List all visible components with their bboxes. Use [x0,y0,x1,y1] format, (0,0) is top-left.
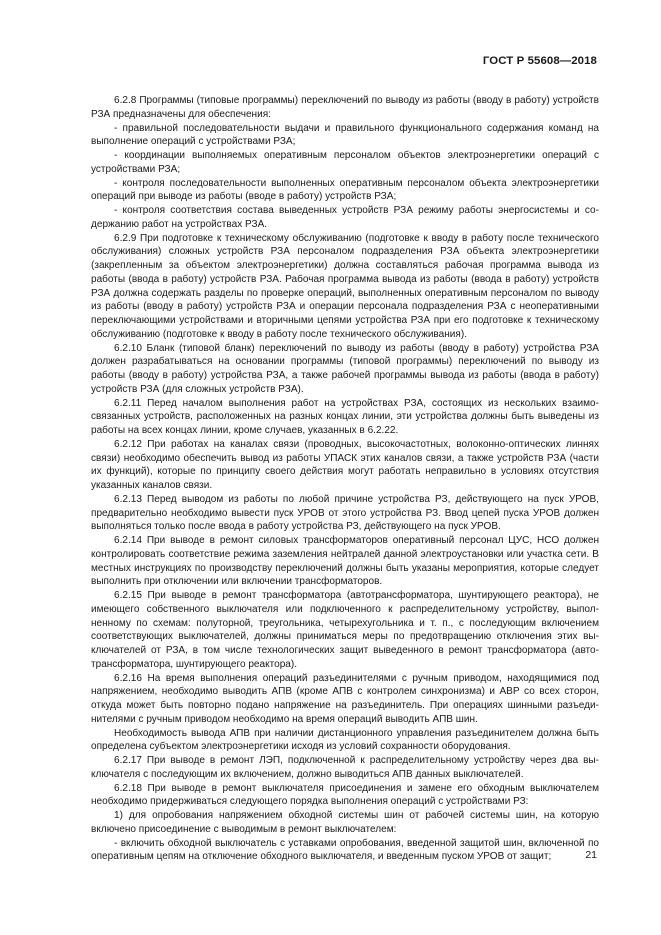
paragraph-6-2-16: 6.2.16 На время выполнения операций разъединителями с ручным приводом, находящимися под напряжением, необходимо выводить АПВ (кроме АПВ с контролем синхронизма) и АВР со всех сторон, откуда может быть повторно подано напряжение на разъединитель. При операциях шинными разъединителями с ручным приводом необходимо на время операций выводить АПВ шин. [91,672,599,725]
paragraph-6-2-10: 6.2.10 Бланк (типовой бланк) переключений по выводу из работы (вводу в работу) устройства РЗА должен разрабатываться на основании программы (типовой программы) переключений по выводу из работы (вводу в работу) устройства РЗА, а также рабочей программы вывода из работы (ввода в работу) устройств РЗА (для сложных устройств РЗА). [91,342,599,395]
paragraph-6-2-13: 6.2.13 Перед выводом из работы по любой причине устройства РЗ, действующего на пуск УРОВ, предварительно необходимо вывести пуск УРОВ от этого устройства РЗ. Ввод цепей пуска УРОВ должен выполняться только после ввода в работу устройства РЗ, действующего на пуск УРОВ. [91,493,599,533]
list-item: 1) для опробования напряжением обходной системы шин от рабочей системы шин, на которую включено присоединение с выводимым в ремонт выключателем: [91,810,599,835]
paragraph-6-2-14: 6.2.14 При выводе в ремонт силовых трансформаторов оперативный персонал ЦУС, НСО должен контролировать соответствие режима заземления нейтралей данной электроустановки или участка сети. В местных инструкциях по производству переключений должны быть указаны мероприятия, которые следует выполнить при отключении или включении трансформаторов. [91,535,599,588]
page-number: 21 [585,849,597,861]
list-item: - координации выполняемых оперативным персоналом объектов электроэнергетики операций с устройствами РЗА; [91,150,599,175]
document-body [91,94,599,864]
paragraph-6-2-17: 6.2.17 При выводе в ремонт ЛЭП, подключенной к распределительному устройству через два выключателя с последующим их включением, должно выводиться АПВ данных выключателей. [91,755,599,780]
list-item: - правильной последовательности выдачи и правильного функционального содержания команд на выполнение операций с устройствами РЗА; [91,122,599,148]
list-item: - контроля соответствия состава выведенных устройств РЗА режиму работы энергосистемы и содержанию работ на устройствах РЗА. [91,205,599,230]
paragraph-6-2-16-note: Необходимость вывода АПВ при наличии дистанционного управления разъединителем должна быть определена субъектом электроэнергетики исходя из условий сохранности оборудования. [91,727,599,753]
list-item: - контроля последовательности выполненных оперативным персоналом объекта электроэнергетики операций при выводе из работы (вводе в работу) устройств РЗА; [91,177,599,203]
list-item: - включить обходной выключатель с уставками опробования, введенной защитой шин, включенной по оперативным цепям на отключение обходного выключателя, и введенным пуском УРОВ от защит; [91,837,599,863]
paragraph-6-2-18: 6.2.18 При выводе в ремонт выключателя присоединения и замене его обходным выключателем необходимо придерживаться следующего порядка выполнения операций с устройствами РЗ: [91,782,599,808]
standard-designation: ГОСТ Р 55608—2018 [482,55,597,67]
paragraph-6-2-8: 6.2.8 Программы (типовые программы) переключений по выводу из работы (вводу в работу) устройств РЗА предназначены для обеспечения: [91,95,599,120]
paragraph-6-2-12: 6.2.12 При работах на каналах связи (проводных, высокочастотных, волоконно-оптических линнях связи) необходимо обеспечить вывод из работы УПАСК этих каналов связи, а также устройств РЗА (части их функций), которые по принципу своего действия могут работать неправильно в условиях отсутствия указанных каналов связи. [91,438,599,491]
paragraph-6-2-9: 6.2.9 При подготовке к техническому обслуживанию (подготовке к вводу в работу после технического обслуживания) сложных устройств РЗА персоналом подразделения РЗА объекта электроэнергетики (закрепленным за объектом электроэнергетики) должна составляться рабочая программа вывода из работы (ввода в работу) устройств РЗА. Рабочая программа вывода из работы (ввода в работу) устройств РЗА должна содержать разделы по проверке операций, выполненных оперативным персоналом по выводу из работы (вводу в работу) устройств РЗА и операции персонала подразделения РЗА с неоперативными переключающими устройствами и вторичными цепями устройства РЗА при его подготовке к техническому обслуживанию (подготовке к вводу в работу после технического обслуживания). [91,232,599,340]
paragraph-6-2-15: 6.2.15 При выводе в ремонт трансформатора (автотрансформатора, шунтирующего реактора), не имеющего собственного выключателя или подключенного к распределительному устройству, выполненному по схемам: полуторной, треугольника, четырехугольника и т. п., с последующим включением соответствующих выключателей, должны приниматься меры по предотвращению отключения этих выключателей от РЗА, в том числе технологических защит выведенного в ремонт трансформатора (автотрансформатора, шунтирующего реактора). [91,590,599,670]
paragraph-6-2-11: 6.2.11 Перед началом выполнения работ на устройствах РЗА, состоящих из нескольких взаимосвязанных устройств, расположенных на разных концах линии, эти устройства должны быть выведены из работы на всех концах линии, кроме случаев, указанных в 6.2.22. [91,397,599,436]
